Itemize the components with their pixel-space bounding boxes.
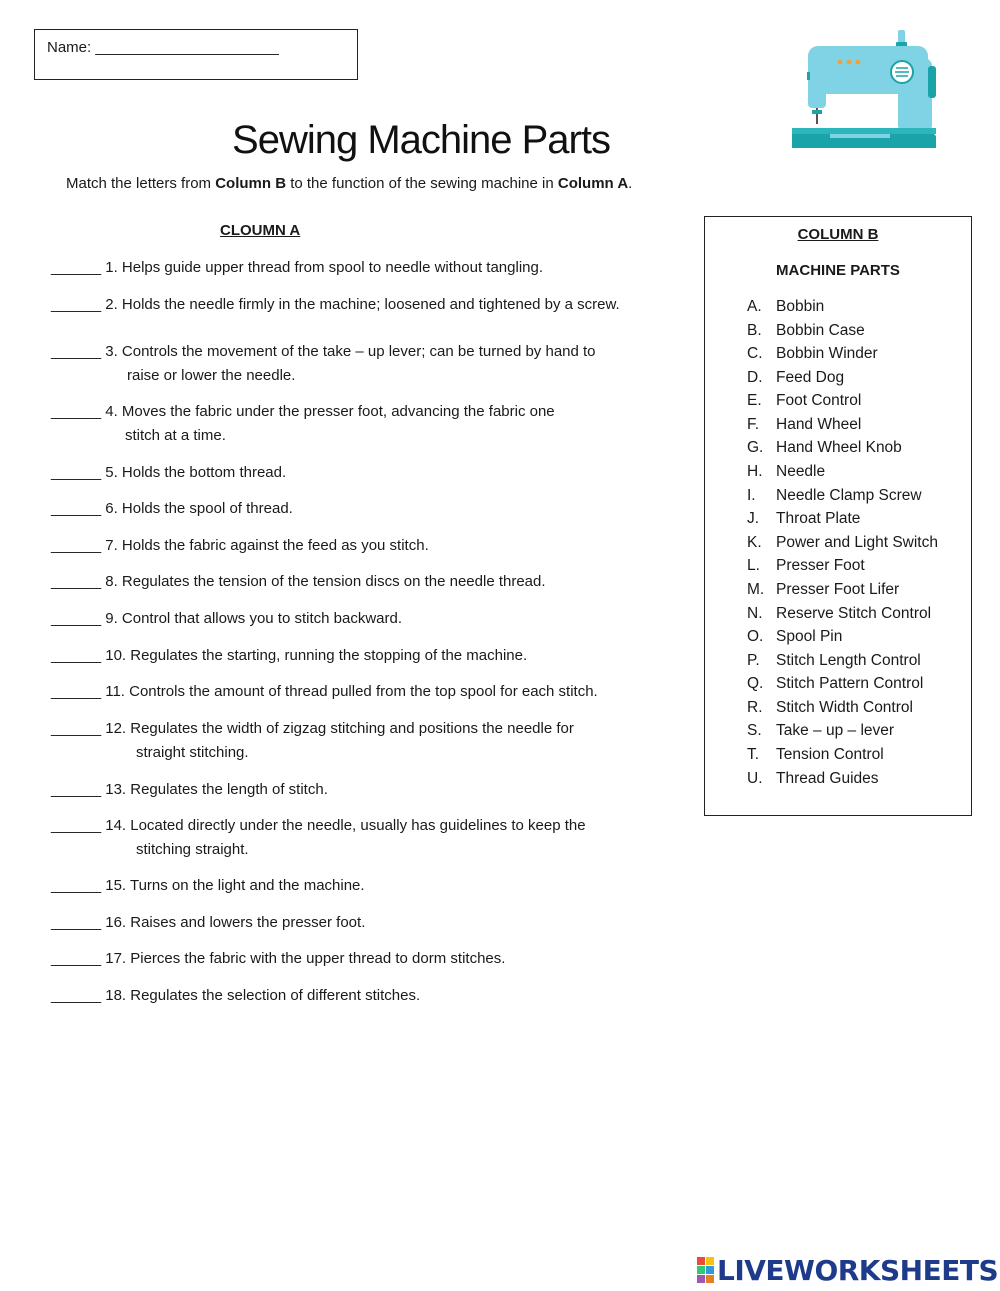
question-text-continued: straight stitching. [136, 744, 249, 761]
part-name: Stitch Width Control [776, 699, 913, 716]
part-name: Stitch Length Control [776, 652, 921, 669]
question-item[interactable] [51, 984, 420, 1008]
part-letter: T. [747, 746, 760, 763]
question-item[interactable] [51, 293, 620, 317]
part-name: Presser Foot [776, 557, 865, 574]
part-name: Hand Wheel Knob [776, 439, 902, 456]
page-title: Sewing Machine Parts [232, 118, 610, 162]
part-letter: A. [747, 298, 762, 315]
question-text: ______ 14. Located directly under the needle, usually has guidelines to keep the [51, 817, 586, 834]
question-text: ______ 3. Controls the movement of the take – up lever; can be turned by hand to [51, 343, 596, 360]
column-b-subheading: MACHINE PARTS [776, 262, 900, 279]
question-item[interactable] [51, 644, 527, 668]
part-item [747, 770, 879, 788]
question-item[interactable] [51, 400, 555, 448]
question-text: ______ 11. Controls the amount of thread pulled from the top spool for each stitch. [51, 683, 598, 700]
question-item[interactable] [51, 717, 574, 765]
question-text: ______ 16. Raises and lowers the presser foot. [51, 914, 366, 931]
part-item [747, 439, 902, 457]
part-name: Needle [776, 463, 826, 480]
liveworksheets-logo[interactable] [697, 1255, 998, 1285]
part-item [747, 392, 861, 410]
part-letter: J. [747, 510, 760, 527]
column-a-heading: CLOUMN A [220, 222, 301, 239]
instruction-text: . [628, 175, 633, 192]
part-item [747, 510, 860, 528]
part-name: Take – up – lever [776, 722, 895, 739]
question-text: ______ 7. Holds the fabric against the feed as you stitch. [51, 537, 429, 554]
part-letter: R. [747, 699, 763, 716]
part-name: Presser Foot Lifer [776, 581, 900, 598]
part-name: Bobbin Case [776, 322, 865, 339]
part-item [747, 534, 938, 552]
part-name: Reserve Stitch Control [776, 605, 932, 622]
question-item[interactable] [51, 534, 429, 558]
question-item[interactable] [51, 461, 286, 485]
part-item [747, 369, 844, 387]
part-item [747, 463, 825, 481]
question-text: ______ 10. Regulates the starting, running the stopping of the machine. [51, 647, 528, 664]
part-name: Tension Control [776, 746, 884, 763]
question-text: ______ 5. Holds the bottom thread. [51, 464, 287, 481]
part-item [747, 722, 894, 740]
question-text: ______ 6. Holds the spool of thread. [51, 500, 293, 517]
instruction-text: Match the letters from [66, 175, 216, 192]
instruction-column-b: Column B [215, 175, 287, 192]
part-name: Feed Dog [776, 369, 845, 386]
part-name: Bobbin Winder [776, 345, 878, 362]
question-item[interactable] [51, 680, 598, 704]
question-item[interactable] [51, 497, 293, 521]
part-letter: C. [747, 345, 763, 362]
question-item[interactable] [51, 814, 586, 862]
part-letter: H. [747, 463, 763, 480]
part-letter: U. [747, 770, 763, 787]
part-name: Spool Pin [776, 628, 843, 645]
question-text: ______ 12. Regulates the width of zigzag stitching and positions the needle for [51, 720, 574, 737]
question-text-continued: raise or lower the needle. [127, 367, 296, 384]
part-name: Foot Control [776, 392, 862, 409]
part-item [747, 298, 824, 316]
question-text: ______ 4. Moves the fabric under the presser foot, advancing the fabric one [51, 403, 555, 420]
name-label: Name: ______________________ [47, 39, 279, 56]
question-item[interactable] [51, 874, 365, 898]
column-b-heading: COLUMN B [797, 226, 879, 243]
question-item[interactable] [51, 778, 328, 802]
part-letter: N. [747, 605, 763, 622]
part-name: Needle Clamp Screw [776, 487, 922, 504]
part-name: Stitch Pattern Control [776, 675, 924, 692]
name-field[interactable] [34, 29, 358, 80]
part-letter: P. [747, 652, 760, 669]
part-name: Thread Guides [776, 770, 879, 787]
question-item[interactable] [51, 911, 365, 935]
question-text-continued: stitching straight. [136, 841, 249, 858]
question-item[interactable] [51, 607, 402, 631]
part-letter: E. [747, 392, 762, 409]
part-letter: I. [747, 487, 756, 504]
question-item[interactable] [51, 947, 505, 971]
part-letter: K. [747, 534, 762, 551]
part-item [747, 581, 899, 599]
question-text: ______ 17. Pierces the fabric with the upper thread to dorm stitches. [51, 950, 506, 967]
part-letter: G. [747, 439, 764, 456]
column-b-box [704, 216, 972, 816]
part-item [747, 416, 861, 434]
instruction-column-a: Column A [557, 175, 629, 192]
part-name: Bobbin [776, 298, 825, 315]
part-item [747, 605, 931, 623]
part-item [747, 746, 884, 764]
part-item [747, 557, 865, 575]
instructions [66, 175, 632, 192]
part-letter: F. [747, 416, 760, 433]
part-name: Power and Light Switch [776, 534, 938, 551]
part-letter: Q. [747, 675, 764, 692]
part-letter: O. [747, 628, 764, 645]
part-item [747, 628, 842, 646]
part-item [747, 322, 865, 340]
question-item[interactable] [51, 340, 596, 388]
part-name: Throat Plate [776, 510, 861, 527]
question-text: ______ 18. Regulates the selection of different stitches. [51, 987, 421, 1004]
question-item[interactable] [51, 570, 546, 594]
part-item [747, 345, 878, 363]
liveworksheets-logo-icon [697, 1257, 714, 1283]
question-item[interactable] [51, 256, 543, 280]
part-item [747, 675, 923, 693]
question-text: ______ 9. Control that allows you to stitch backward. [51, 610, 403, 627]
question-text-continued: stitch at a time. [125, 427, 226, 444]
part-name: Hand Wheel [776, 416, 862, 433]
part-letter: S. [747, 722, 762, 739]
instruction-text: to the function of the sewing machine in [286, 175, 558, 192]
question-text: ______ 2. Holds the needle firmly in the machine; loosened and tightened by a screw. [51, 296, 620, 313]
part-item [747, 699, 913, 717]
part-item [747, 487, 922, 505]
part-letter: M. [747, 581, 765, 598]
part-letter: L. [747, 557, 760, 574]
part-letter: B. [747, 322, 762, 339]
question-text: ______ 1. Helps guide upper thread from spool to needle without tangling. [51, 259, 544, 276]
question-text: ______ 15. Turns on the light and the machine. [51, 877, 365, 894]
question-text: ______ 13. Regulates the length of stitch. [51, 781, 328, 798]
part-item [747, 652, 921, 670]
question-text: ______ 8. Regulates the tension of the tension discs on the needle thread. [51, 573, 546, 590]
logo-text: LIVEWORKSHEETS [717, 1253, 999, 1287]
part-letter: D. [747, 369, 763, 386]
